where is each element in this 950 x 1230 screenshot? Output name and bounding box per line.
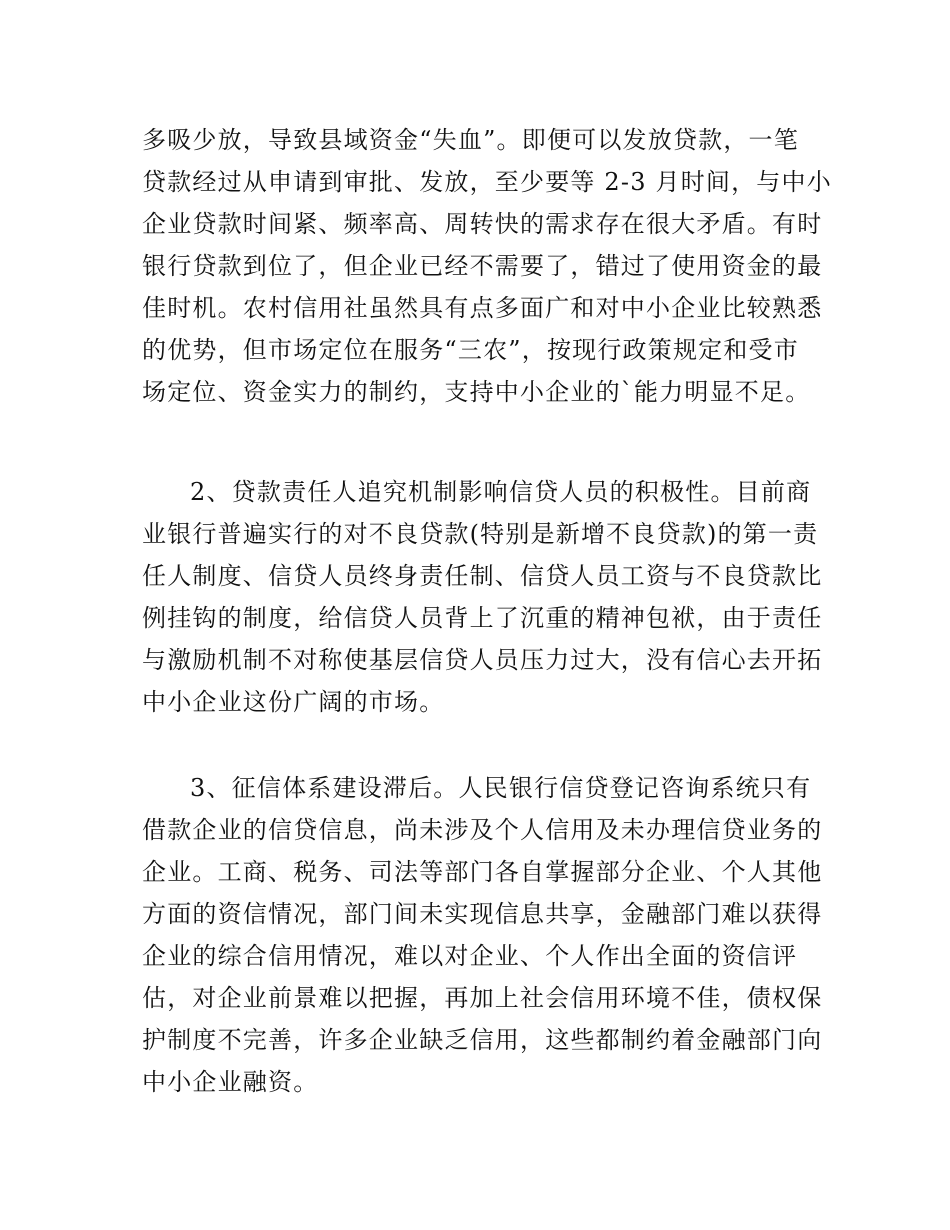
paragraph-2-line-6: 中小企业这份广阔的市场。 <box>142 688 445 716</box>
paragraph-2-line-2: 业银行普遍实行的对不良贷款(特别是新增不良贷款)的第一责 <box>142 520 819 548</box>
paragraph-1-line-3: 企业贷款时间紧、频率高、周转快的需求存在很大矛盾。有时 <box>142 210 823 238</box>
paragraph-3-line-2: 借款企业的信贷信息，尚未涉及个人信用及未办理信贷业务的 <box>142 816 823 844</box>
paragraph-1-line-1: 多吸少放，导致县域资金“失血”。即便可以发放贷款，一笔 <box>142 126 799 154</box>
paragraph-1-line-5: 佳时机。农村信用社虽然具有点多面广和对中小企业比较熟悉 <box>142 294 823 322</box>
paragraph-3-line-5: 企业的综合信用情况，难以对企业、个人作出全面的资信评 <box>142 942 798 970</box>
paragraph-1-line-6: 的优势，但市场定位在服务“三农”，按现行政策规定和受市 <box>142 336 799 364</box>
paragraph-3-line-6: 估，对企业前景难以把握，再加上社会信用环境不佳，债权保 <box>142 984 823 1012</box>
paragraph-1-line-2: 贷款经过从申请到审批、发放，至少要等 2-3 月时间，与中小 <box>142 168 832 196</box>
paragraph-2-line-4: 例挂钩的制度，给信贷人员背上了沉重的精神包袱，由于责任 <box>142 604 823 632</box>
paragraph-3-line-7: 护制度不完善，许多企业缺乏信用，这些都制约着金融部门向 <box>142 1026 823 1054</box>
paragraph-1-line-7: 场定位、资金实力的制约，支持中小企业的`能力明显不足。 <box>142 378 811 406</box>
paragraph-2-line-1: 2、贷款责任人追究机制影响信贷人员的积极性。目前商 <box>190 478 812 506</box>
paragraph-3-line-4: 方面的资信情况，部门间未实现信息共享，金融部门难以获得 <box>142 900 823 928</box>
paragraph-2-line-5: 与激励机制不对称使基层信贷人员压力过大，没有信心去开拓 <box>142 646 823 674</box>
paragraph-3-line-8: 中小企业融资。 <box>142 1068 319 1096</box>
paragraph-3-line-1: 3、征信体系建设滞后。人民银行信贷登记咨询系统只有 <box>190 774 812 802</box>
paragraph-2-line-3: 任人制度、信贷人员终身责任制、信贷人员工资与不良贷款比 <box>142 562 823 590</box>
paragraph-1-line-4: 银行贷款到位了，但企业已经不需要了，错过了使用资金的最 <box>142 252 823 280</box>
paragraph-3-line-3: 企业。工商、税务、司法等部门各自掌握部分企业、个人其他 <box>142 858 823 886</box>
